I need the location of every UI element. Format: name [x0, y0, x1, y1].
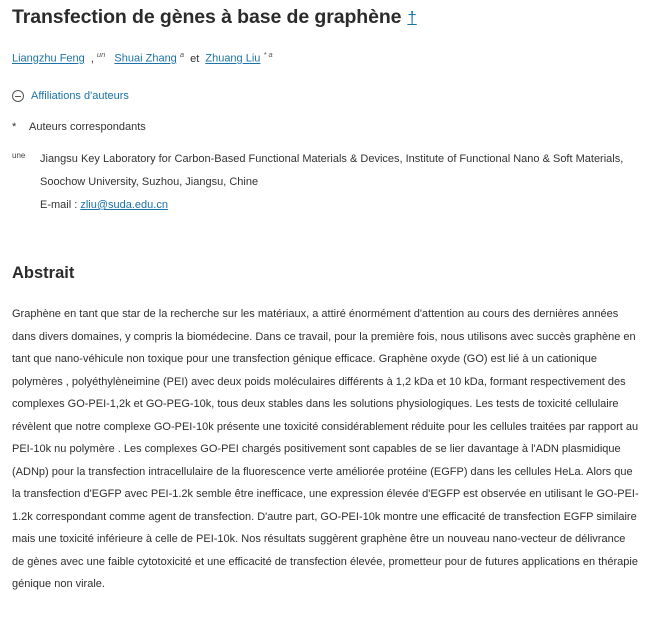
author-separator-and: et [190, 52, 200, 65]
abstract-heading: Abstrait [12, 264, 75, 282]
author-link-liu[interactable]: Zhuang Liu [205, 52, 261, 65]
corresponding-authors-note [12, 121, 146, 133]
affiliation-entry [12, 151, 637, 217]
email-link[interactable]: zliu@suda.edu.cn [80, 199, 168, 211]
article-title-block [12, 6, 417, 29]
affiliations-toggle-label: Affiliations d'auteurs [31, 90, 129, 102]
author-separator: , [90, 52, 94, 65]
article-title: Transfection de gènes à base de graphène [12, 6, 402, 28]
email-row [40, 194, 637, 217]
author-affiliation-sup: a [179, 50, 185, 59]
affiliations-toggle[interactable] [12, 90, 129, 102]
abstract-text: Graphène en tant que star de la recherche sur les matériaux, a attiré énormément d'attention au cours des dernières années dans divers domaines, y compris la biomédecine. Dans ce travail, pour la première fois, nous utilisons avec succès graphène en tant que nano-véhicule non toxique pour une transfection génique efficace. Graphène oxyde (GO) est lié à un cationique polymères , polyéthylèneimine (PEI) avec deux poids moléculaires différents à 1,2 kDa et 10 kDa, formant respectivement des complexes GO-PEI-1,2k et GO-PEG-10k, tous deux stables dans les solutions physiologiques. Les tests de toxicité cellulaire révèlent que notre complexe GO-PEI-10k présente une toxicité considérablement réduite pour les cellules traitées par rapport au PEI-10k nu polymère . Les complexes GO-PEI chargés positivement sont capables de se lier davantage à l'ADN plasmidique (ADNp) pour la transfection intracellulaire de la fluorescence verte améliorée protéine (EGFP) dans les cellules HeLa. Alors que la transfection d'EGFP avec PEI-1.2k semble être inefficace, une expression élevée d'EGFP est observée en utilisant le GO-PEI-1.2k correspondant comme agent de transfection. D'autre part, GO-PEI-10k montre une efficacité de transfection EGFP similaire mais une toxicité inférieure à celle de PEI-10k. Nos résultats suggèrent graphène être un nouveau nano-vecteur de délivrance de gènes avec une faible cytotoxicité et une efficacité de transfection élevée, prometteur pour de futures applications en thérapie génique non virale. [12, 308, 639, 590]
corresponding-label: Auteurs correspondants [29, 121, 146, 133]
author-link-zhang[interactable]: Shuai Zhang [114, 52, 177, 65]
collapse-minus-icon[interactable] [12, 90, 24, 102]
title-footnote-link[interactable]: † [407, 8, 417, 27]
institution-line-2: Soochow University, Suzhou, Jiangsu, Chine [40, 176, 259, 188]
affiliation-marker: une [12, 151, 26, 160]
author-affiliation-sup: un [96, 50, 106, 59]
author-list [12, 50, 273, 65]
author-link-feng[interactable]: Liangzhu Feng [12, 52, 85, 65]
corresponding-mark: * [12, 121, 17, 133]
institution-line-1: Jiangsu Key Laboratory for Carbon-Based Functional Materials & Devices, Institute of Functional Nano & Soft Materials, [40, 153, 624, 165]
author-affiliation-sup: * a [263, 50, 273, 59]
email-label: E-mail : [40, 199, 78, 211]
